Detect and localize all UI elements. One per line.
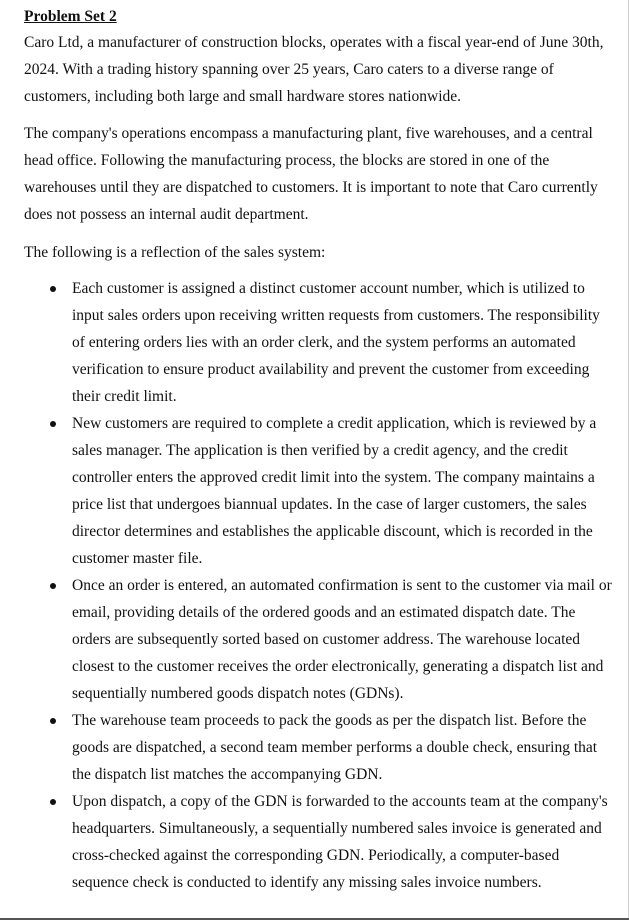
list-item-text: The warehouse team proceeds to pack the goods as per the dispatch list. Before the goods are dispatched, a second team member performs a double check, ensuring that the dispatch list matches the accompanying GDN.	[72, 712, 598, 783]
list-item-text: Upon dispatch, a copy of the GDN is forwarded to the accounts team at the company's headquarters. Simultaneously, a sequentially numbered sales invoice is generated and cross-checked against the corresponding GDN. Periodically, a computer-based sequence check is conducted to identify any missing sales invoice numbers.	[72, 793, 608, 891]
operations-paragraph: The company's operations encompass a manufacturing plant, five warehouses, and a central head office. Following the manufacturing process, the blocks are stored in one of the warehouses until they are dispatched to customers. It is important to note that Caro currently does not possess an internal audit department.	[24, 125, 598, 223]
list-item	[24, 410, 615, 572]
list-item	[24, 572, 615, 707]
bullet-icon	[50, 718, 56, 724]
list-item	[24, 788, 615, 896]
sales-system-list	[24, 275, 615, 896]
bullet-icon	[50, 286, 56, 292]
bullet-icon	[50, 583, 56, 589]
bullet-icon	[50, 799, 56, 805]
bullet-icon	[50, 421, 56, 427]
list-item	[24, 707, 615, 788]
intro-paragraph: Caro Ltd, a manufacturer of construction blocks, operates with a fiscal year-end of June 30th, 2024. With a trading history spanning over 25 years, Caro caters to a diverse range of customers, including both large and small hardware stores nationwide.	[24, 34, 604, 105]
list-item-text: Once an order is entered, an automated confirmation is sent to the customer via mail or email, providing details of the ordered goods and an estimated dispatch date. The orders are subsequently sorted based on customer address. The warehouse located closest to the customer receives the order electronically, generating a dispatch list and sequentially numbered goods dispatch notes (GDNs).	[72, 577, 612, 702]
sales-system-lead-in: The following is a reflection of the sales system:	[24, 244, 326, 261]
list-item-text: Each customer is assigned a distinct customer account number, which is utilized to input sales orders upon receiving written requests from customers. The responsibility of entering orders lies with an order clerk, and the system performs an automated verification to ensure product availability and prevent the customer from exceeding their credit limit.	[72, 280, 600, 405]
list-item-text: New customers are required to complete a credit application, which is reviewed by a sales manager. The application is then verified by a credit agency, and the credit controller enters the approved credit limit into the system. The company maintains a price list that undergoes biannual updates. In the case of larger customers, the sales director determines and establishes the applicable discount, which is recorded in the customer master file.	[72, 415, 597, 567]
list-item	[24, 275, 615, 410]
document-title: Problem Set 2	[24, 8, 117, 25]
